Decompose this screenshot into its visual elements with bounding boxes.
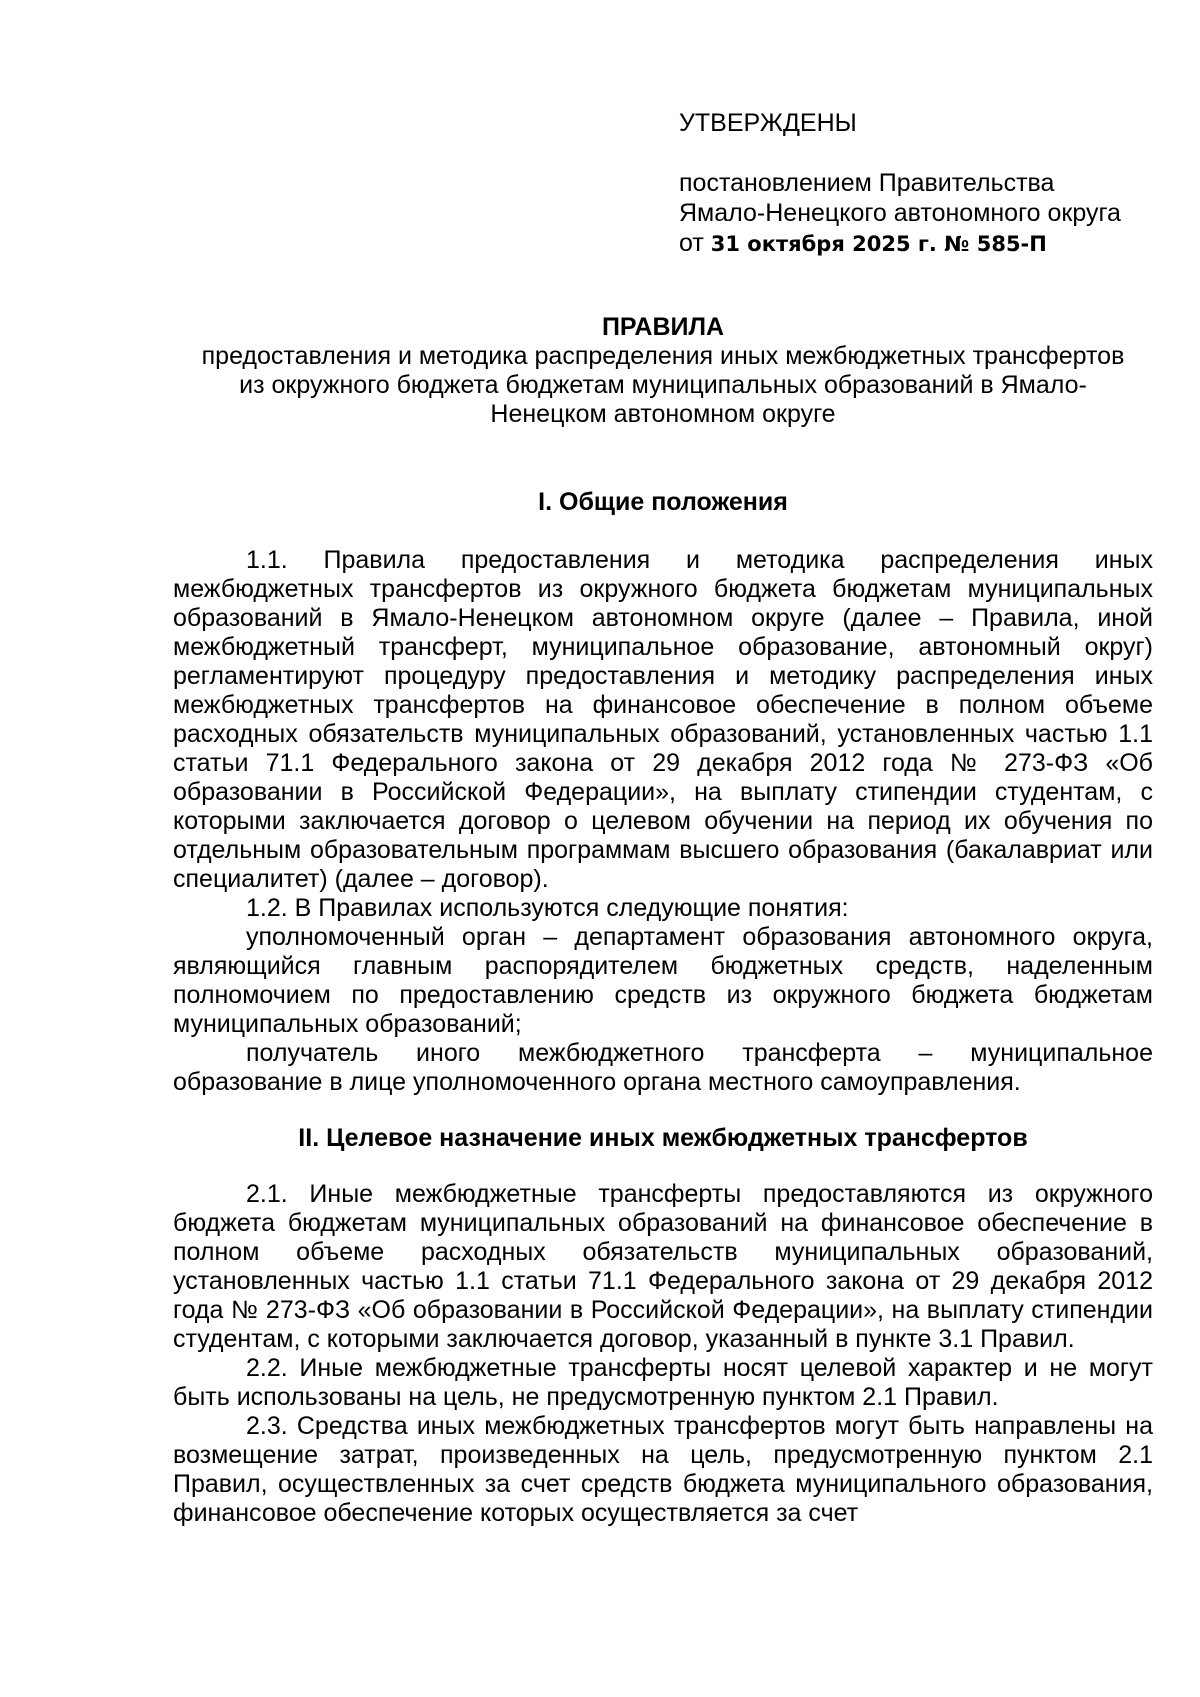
document-body [173, 313, 1153, 1528]
paragraph-2-3: 2.3. Средства иных межбюджетных трансфертов могут быть направлены на возмещение затрат, произведенных на цель, предусмотренную пунктом 2.1 Правил, осуществленных за счет средств бюджета муниципального образования, финансовое обеспечение которых осуществляется за счет [173, 1412, 1153, 1527]
paragraph-2-1: 2.1. Иные межбюджетные трансферты предоставляются из окружного бюджета бюджетам муниципальных образований на финансовое обеспечение в полном объеме расходных обязательств муниципальных образований, установленных частью 1.1 статьи 71.1 Федерального закона от 29 декабря 2012 года № 273-ФЗ «Об образовании в Российской Федерации», на выплату стипендии студентам, с которыми заключается договор, указанный в пункте 3.1 Правил. [173, 1180, 1153, 1353]
approval-date-line [679, 228, 1159, 259]
document-title: ПРАВИЛА [601, 313, 725, 341]
document-subtitle: предоставления и методика распределения иных межбюджетных трансфертов из окружного бюджета бюджетам муниципальных образований в Ямало-Ненецком автономном округе [201, 342, 1125, 428]
paragraph-1-2: 1.2. В Правилах используются следующие понятия: [246, 894, 849, 922]
approval-line-2: Ямало-Ненецкого автономного округа [679, 199, 1121, 227]
approval-line-1: постановлением Правительства [679, 169, 1055, 197]
definition-authorized-body: уполномоченный орган – департамент образования автономного округа, являющийся главным распорядителем бюджетных средств, наделенным полномочием по предоставлению средств из окружного бюджета бюджетам муниципальных образований; [173, 923, 1153, 1038]
paragraph-2-2: 2.2. Иные межбюджетные трансферты носят целевой характер и не могут быть использованы на цель, не предусмотренную пунктом 2.1 Правил. [173, 1354, 1153, 1411]
section-2-heading: II. Целевое назначение иных межбюджетных трансфертов [298, 1124, 1028, 1152]
paragraph-1-1: 1.1. Правила предоставления и методика распределения иных межбюджетных трансфертов из окружного бюджета бюджетам муниципальных образований в Ямало-Ненецком автономном округе (далее – Правила, иной межбюджетный трансферт, муниципальное образование, автономный округ) регламентируют процедуру предоставления и методику распределения иных межбюджетных трансфертов на финансовое обеспечение в полном объеме расходных обязательств муниципальных образований, установленных частью 1.1 статьи 71.1 Федерального закона от 29 декабря 2012 года № 273-ФЗ «Об образовании в Российской Федерации», на выплату стипендии студентам, с которыми заключается договор о целевом обучении на период их обучения по отдельным образовательным программам высшего образования (бакалавриат или специалитет) (далее – договор). [173, 546, 1153, 893]
approval-heading: УТВЕРЖДЕНЫ [679, 109, 857, 137]
approval-from-prefix: от [679, 229, 704, 257]
section-1-heading: I. Общие положения [538, 488, 788, 516]
definition-recipient: получатель иного межбюджетного трансферта – муниципальное образование в лице уполномоченного органа местного самоуправления. [173, 1039, 1153, 1096]
approval-block [679, 108, 1159, 259]
approval-document-reference: 31 октября 2025 г. № 585-П [710, 232, 1047, 256]
